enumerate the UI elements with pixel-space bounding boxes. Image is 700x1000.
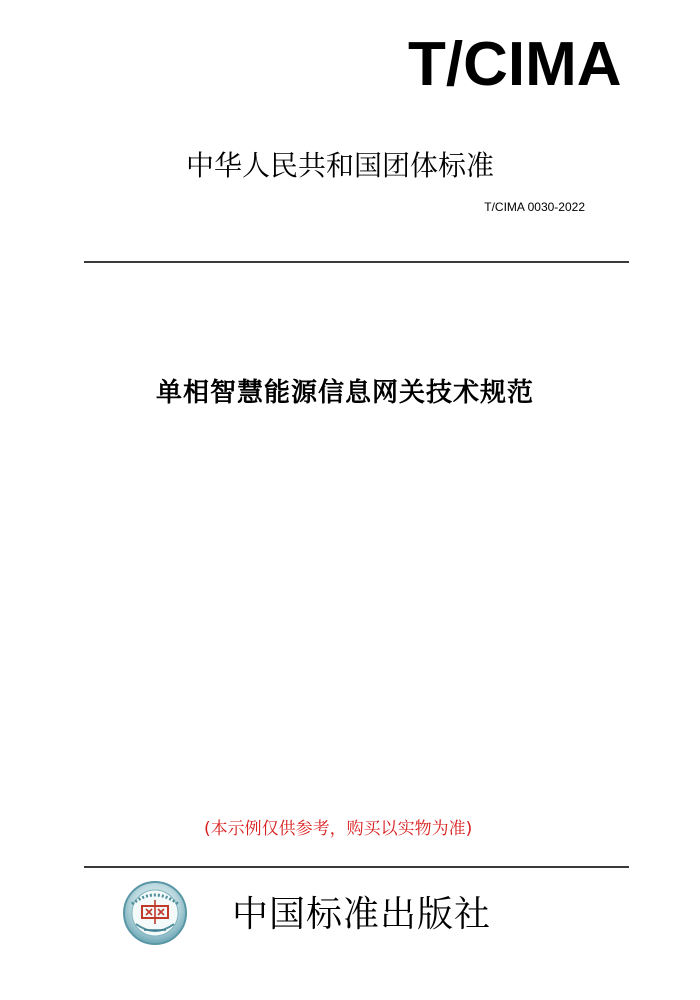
bottom-divider bbox=[84, 866, 629, 868]
document-title: 单相智慧能源信息网关技术规范 bbox=[156, 378, 535, 408]
publisher-seal-icon bbox=[122, 880, 188, 946]
top-divider bbox=[84, 261, 629, 263]
brand-code: T/CIMA bbox=[408, 30, 622, 99]
standard-type-heading: 中华人民共和国团体标准 bbox=[186, 149, 495, 182]
sample-notice: (本示例仅供参考，购买以实物为准) bbox=[204, 819, 473, 839]
publisher-name: 中国标准出版社 bbox=[232, 894, 492, 935]
standard-number: T/CIMA 0030-2022 bbox=[484, 200, 585, 214]
